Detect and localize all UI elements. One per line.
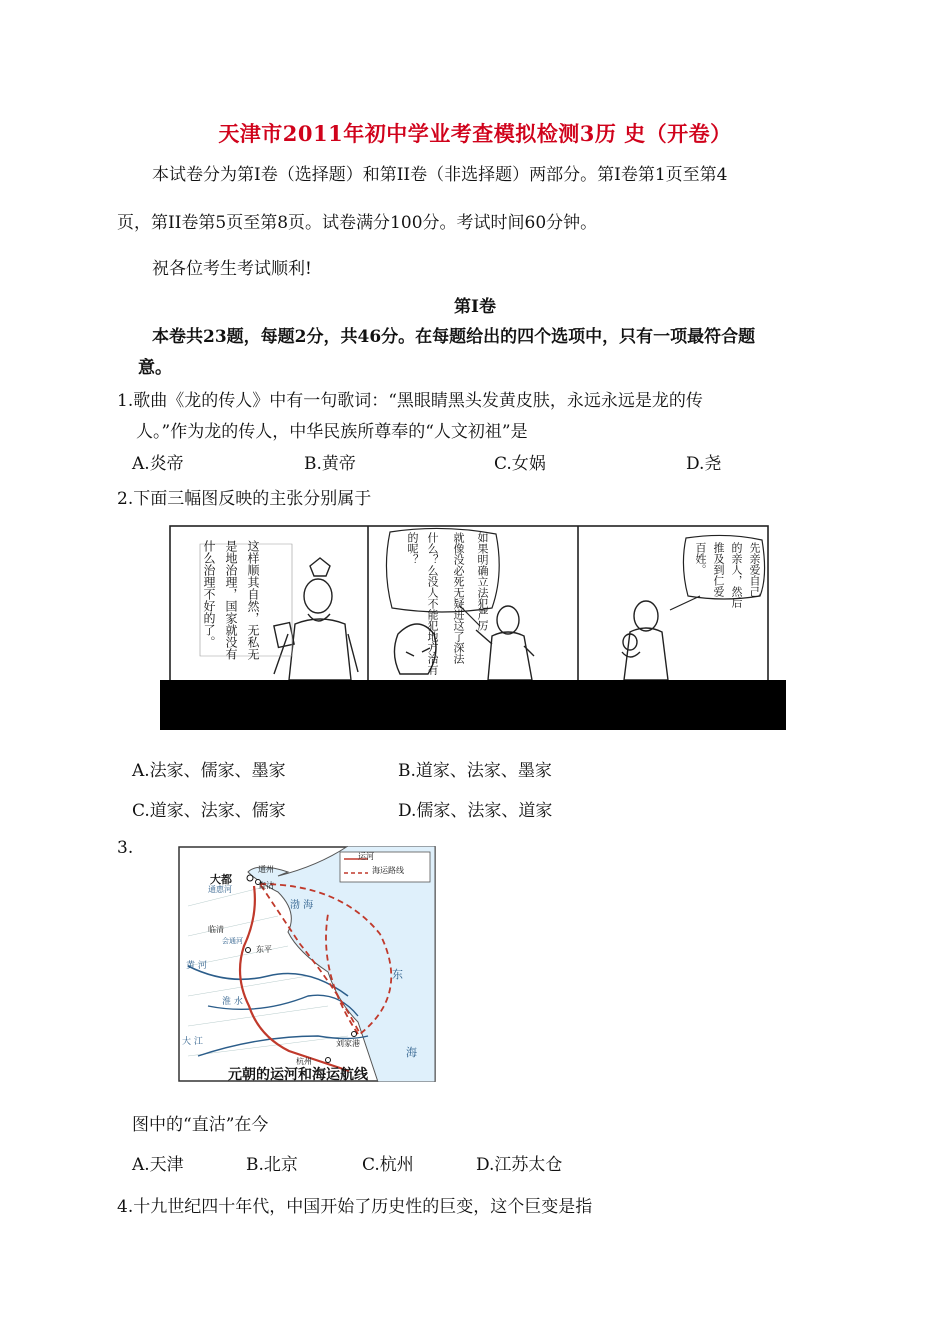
panel-2-text-1: 的呢？ [406, 532, 419, 565]
map-hai: 海 [406, 1046, 417, 1059]
map-hangzhou: 杭州 [296, 1057, 312, 1066]
panel-3-text-3: 的亲人，然后 [730, 542, 743, 608]
q2-option-c: C.道家、法家、儒家 [132, 801, 286, 821]
intro-line-2: 页，第II卷第5页至第8页。试卷满分100分。考试时间60分钟。 [117, 213, 598, 233]
legend-sea-label: 海运路线 [372, 866, 404, 875]
canal-map [178, 846, 436, 1082]
question-4-stem: 4.十九世纪四十年代，中国开始了历史性的巨变，这个巨变是指 [117, 1197, 593, 1217]
instruction-line-1: 本卷共23题，每题2分，共46分。在每题给出的四个选项中，只有一项最符合题 [152, 327, 756, 347]
intro-line-1: 本试卷分为第Ⅰ卷（选择题）和第II卷（非选择题）两部分。第Ⅰ卷第1页至第4 [152, 165, 728, 185]
map-dong: 东 [392, 968, 403, 981]
q2-option-d: D.儒家、法家、道家 [398, 801, 553, 821]
q1-option-d: D.尧 [686, 454, 722, 474]
map-huitong: 会通河 [222, 937, 243, 945]
panel-1-text-2: 是地治理，国家就没有 [224, 540, 238, 660]
q3-option-b: B.北京 [246, 1155, 298, 1175]
map-bohai: 渤 海 [290, 900, 314, 911]
panel-2-text-2: 什么？么没人不能犯地方治有 [426, 532, 439, 675]
map-huai: 淮 水 [222, 997, 243, 1007]
comic-strip [160, 524, 786, 730]
map-linqing: 临清 [208, 925, 224, 934]
map-tongzhou: 通州 [258, 865, 274, 874]
q1-option-c: C.女娲 [494, 454, 546, 474]
panel-1-text-1: 什么治理不好的了。 [202, 540, 216, 648]
q2-option-a: A.法家、儒家、墨家 [132, 761, 286, 781]
q2-option-b: B.道家、法家、墨家 [398, 761, 552, 781]
question-3-stem: 图中的“直沽”在今 [132, 1115, 269, 1135]
q3-option-c: C.杭州 [362, 1155, 414, 1175]
panel-1-text-3: 这样顺其自然，无私无 [246, 540, 260, 660]
map-liujiagang: 刘家港 [336, 1039, 360, 1048]
q1-option-a: A.炎帝 [132, 454, 184, 474]
panel-3-text-2: 推及到仁爱 [712, 542, 725, 597]
wish-text: 祝各位考生考试顺利! [152, 259, 312, 279]
q1-option-b: B.黄帝 [304, 454, 356, 474]
question-2-stem: 2.下面三幅图反映的主张分别属于 [117, 489, 372, 509]
section-title: 第Ⅰ卷 [454, 297, 496, 317]
panel-2-text-4: 如果明确立法犯严厉 [476, 532, 489, 631]
map-dongping: 东平 [256, 945, 272, 954]
map-dadu: 大都 [210, 873, 232, 886]
q3-option-d: D.江苏太仓 [476, 1155, 563, 1175]
map-changjiang: 大 江 [182, 1037, 203, 1047]
question-1-line-2: 人。”作为龙的传人，中华民族所尊奉的“人文初祖”是 [136, 422, 528, 442]
panel-3-text-4: 先亲爱自己 [748, 542, 761, 597]
instruction-line-2: 意。 [138, 358, 172, 378]
document-title: 天津市2011年初中学业考查模拟检测3历 史（开卷） [218, 121, 732, 146]
map-caption: 元朝的运河和海运航线 [228, 1067, 368, 1083]
legend-canal-label: 运河 [358, 852, 374, 861]
panel-3-text-1: 百姓。 [694, 542, 707, 575]
map-huanghe: 黄 河 [186, 961, 207, 971]
question-3-number: 3. [117, 838, 134, 858]
map-zhigu: 直沽 [258, 881, 274, 890]
question-1-line-1: 1.歌曲《龙的传人》中有一句歌词：“黑眼睛黑头发黄皮肤，永远永远是龙的传 [117, 391, 703, 411]
q3-option-a: A.天津 [132, 1155, 184, 1175]
panel-2-text-3: 就像没必死无疑进这了深法 [452, 532, 465, 664]
map-tonghui: 通惠河 [208, 885, 232, 894]
